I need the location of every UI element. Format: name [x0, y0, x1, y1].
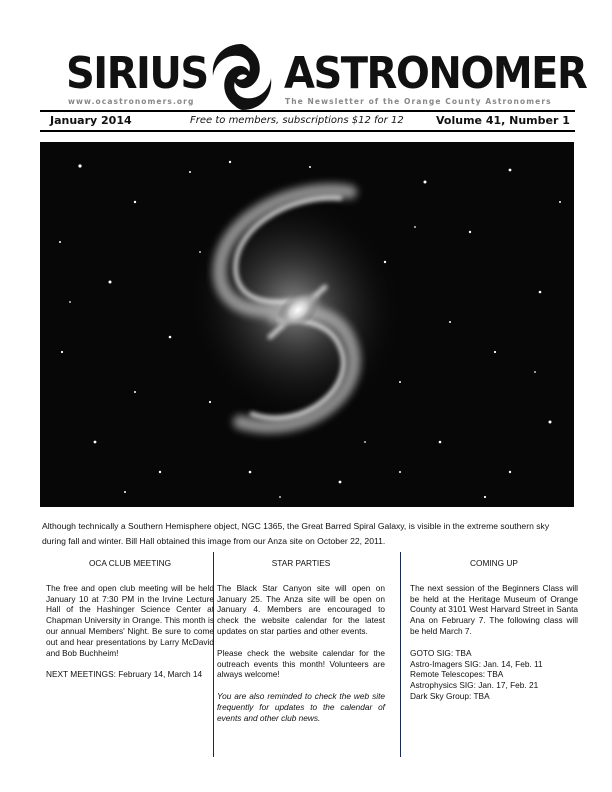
sig-item: Dark Sky Group: TBA	[410, 690, 490, 701]
club-meeting-body: The free and open club meeting will be held January 10 at 7:30 PM in the Irvine Lecture Hall of the Hashinger Science Center at Chapman University in Orange. This month is our annual Members' Night. Be sure to come out and hear presentations by Larry McDavid and Bob Buchheim!	[46, 582, 214, 658]
sig-item: GOTO SIG: TBA	[410, 647, 472, 658]
sig-list	[410, 648, 578, 702]
issue-price: Free to members, subscriptions $12 for 12	[190, 115, 404, 126]
next-meetings: NEXT MEETINGS: February 14, March 14	[46, 669, 203, 680]
club-logo-icon	[205, 40, 279, 114]
issue-date: January 2014	[50, 114, 132, 127]
masthead-tagline: The Newsletter of the Orange County Astronomers	[285, 97, 552, 106]
sig-item: Remote Telescopes: TBA	[410, 669, 504, 680]
column-divider-2	[400, 552, 401, 757]
masthead-rule-top	[40, 110, 575, 112]
coming-up-heading: COMING UP	[470, 558, 518, 568]
sig-item: Astrophysics SIG: Jan. 17, Feb. 21	[410, 680, 539, 691]
star-parties-column	[217, 558, 385, 735]
star-parties-para-3: You are also reminded to check the web site frequently for updates to the calendar of events and other club news.	[217, 691, 385, 723]
star-parties-heading: STAR PARTIES	[271, 558, 331, 568]
coming-up-column	[410, 558, 578, 702]
masthead-title-left: SIRIUS	[66, 48, 208, 99]
photo-caption: Although technically a Southern Hemisphere object, NGC 1365, the Great Barred Spiral Galaxy, is visible in the extreme southern sky during fall and winter. Bill Hall obtained this image from our Anza site on October 22, 2011.	[42, 521, 550, 546]
star-parties-para-1: The Black Star Canyon site will open on January 25. The Anza site will be open on January 4. Members are encouraged to check the website calendar for the latest updates on star parties and other events.	[217, 582, 385, 636]
star-parties-para-2: Please check the website calendar for the outreach events this month! Volunteers are always welcome!	[217, 647, 385, 680]
masthead-rule-bottom	[40, 130, 575, 132]
galaxy-image	[40, 142, 574, 507]
masthead-website: www.ocastronomers.org	[68, 97, 195, 106]
club-meeting-heading: OCA CLUB MEETING	[88, 558, 172, 568]
sig-item: Astro-Imagers SIG: Jan. 14, Feb. 11	[410, 658, 543, 669]
issue-volume: Volume 41, Number 1	[436, 114, 570, 127]
coming-up-body: The next session of the Beginners Class will be held at the Heritage Museum of Orange County at 3101 West Harvard Street in Santa Ana on February 7. The following class will be held March 7.	[410, 582, 578, 636]
masthead-title-right: ASTRONOMER	[284, 48, 587, 99]
galaxy-photo	[40, 142, 574, 507]
club-meeting-column	[46, 558, 214, 691]
